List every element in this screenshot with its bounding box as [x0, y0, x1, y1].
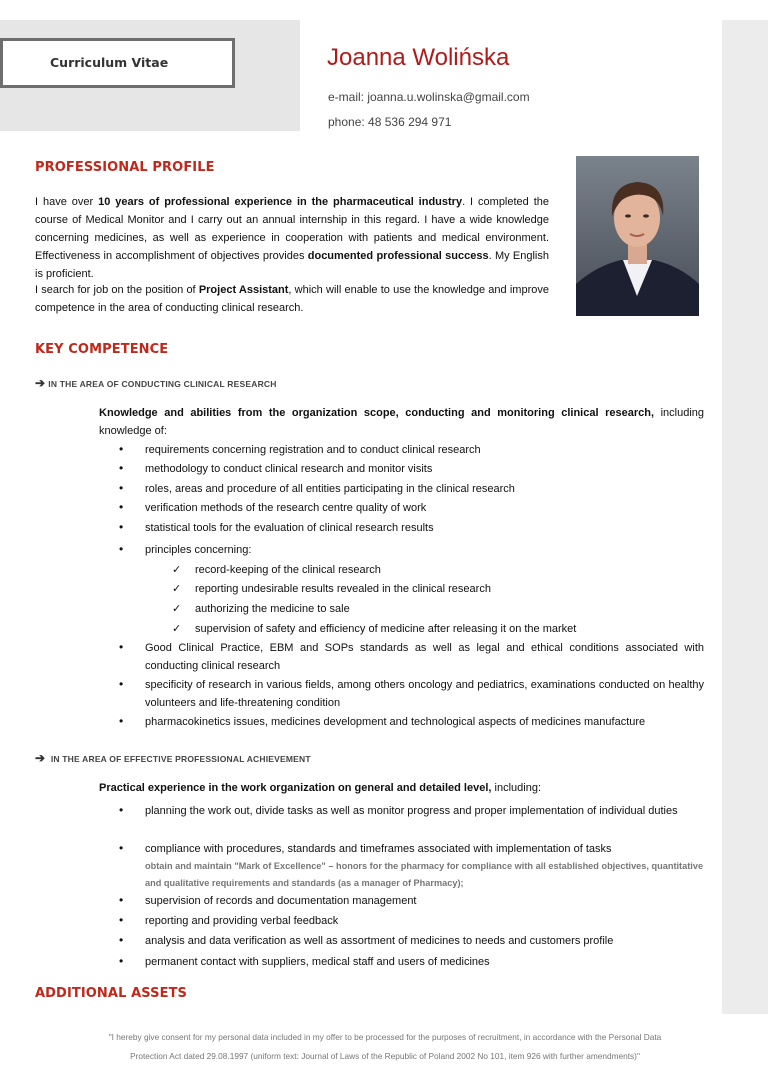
bullet-icon: • [119, 841, 124, 855]
list-item: • verification methods of the research centre quality of work [119, 500, 427, 514]
list-item: • supervision of records and documentation management [119, 893, 417, 907]
check-item: ✓ record-keeping of the clinical research [172, 561, 381, 579]
bold-text-run: documented professional success [307, 250, 489, 262]
list-item: • reporting and providing verbal feedback [119, 913, 339, 927]
bullet-icon: • [119, 461, 124, 475]
bullet-icon: • [119, 677, 124, 691]
cv-title-box [0, 38, 235, 88]
list-item: • statistical tools for the evaluation of clinical research results [119, 520, 434, 534]
list-item: • Good Clinical Practice, EBM and SOPs standards as well as legal and ethical conditions associated with conducting clinical research [119, 640, 704, 672]
bullet-icon: • [119, 442, 124, 456]
bullet-icon: • [119, 542, 124, 556]
area1-intro [99, 404, 704, 440]
subsection-clinical-research [35, 376, 277, 390]
bold-text-run: 10 years of professional experience in the pharmaceutical industry [98, 196, 463, 208]
bullet-icon: • [119, 893, 124, 907]
bullet-icon: • [119, 803, 124, 817]
text-run: , which will enable to use the knowledge and improve competence in the area of conducting clinical research. [35, 284, 549, 314]
subsection-title: IN THE AREA OF EFFECTIVE PROFESSIONAL ACHIEVEMENT [50, 754, 311, 764]
list-item: • specificity of research in various fields, among others oncology and pediatrics, examinations conducted on healthy volunteers and life-threatening condition [119, 677, 704, 709]
list-item: • analysis and data verification as well as assortment of medicines to needs and customers profile [119, 933, 614, 947]
list-item: • principles concerning: [119, 542, 252, 556]
bullet-icon: • [119, 520, 124, 534]
text-run: . My English is proficient. [35, 250, 549, 280]
candidate-name: Joanna Wolińska [327, 44, 510, 71]
subsection-professional-achievement [35, 751, 311, 765]
achievement-note: obtain and maintain "Mark of Excellence" – honors for the pharmacy for compliance with all established objectives, quantitative and qualitative requirements and standards (as a manager of Pharmacy); [145, 861, 704, 888]
right-margin-panel [722, 20, 768, 1014]
bold-text-run: Project Assistant [198, 284, 289, 296]
bullet-icon: • [119, 500, 124, 514]
area2-intro-bold: Practical experience in the work organization on general and detailed level, [99, 782, 492, 794]
consent-footer [60, 1028, 710, 1066]
list-item: • pharmacokinetics issues, medicines development and technological aspects of medicines manufacture [119, 714, 646, 728]
arrow-right-icon: ➔ [35, 376, 46, 390]
area1-intro-bold: Knowledge and abilities from the organization scope, conducting and monitoring clinical research, [99, 407, 655, 419]
list-item: • compliance with procedures, standards and timeframes associated with implementation of tasks obtain and maintain "Mark of Excellence" – honors for the pharmacy for compliance with all established objectives, quantitative and qualitative requirements and standards (as a manager of Pharmacy); [119, 840, 704, 892]
area2-intro [99, 779, 704, 797]
text-run: I have over [35, 196, 99, 208]
bullet-icon: • [119, 913, 124, 927]
list-item: • planning the work out, divide tasks as well as monitor progress and proper implementation of individual duties [119, 803, 678, 817]
bullet-icon: • [119, 481, 124, 495]
cv-title: Curriculum Vitae [50, 55, 169, 70]
checkmark-icon: ✓ [172, 564, 182, 576]
bullet-icon: • [119, 714, 124, 728]
list-item: • requirements concerning registration and to conduct clinical research [119, 442, 481, 456]
section-title-key-competence: KEY COMPETENCE [35, 342, 169, 357]
checkmark-icon: ✓ [172, 623, 182, 635]
footer-line-2: Protection Act dated 29.08.1997 (uniform text: Journal of Laws of the Republic of Poland 2002 No 101, item 926 with further amendments)" [130, 1051, 640, 1061]
arrow-right-icon: ➔ [35, 751, 46, 765]
check-item: ✓ reporting undesirable results revealed in the clinical research [172, 580, 491, 598]
footer-line-1: "I hereby give consent for my personal data included in my offer to be processed for the purposes of recruitment, in accordance with the Personal Data [108, 1032, 662, 1042]
check-item: ✓ authorizing the medicine to sale [172, 600, 350, 618]
area1-intro-rest: including knowledge of: [99, 407, 704, 437]
profile-paragraph-2 [35, 281, 549, 317]
profile-paragraph-1 [35, 193, 549, 283]
profile-photo [576, 156, 699, 316]
checkmark-icon: ✓ [172, 603, 182, 615]
list-item: • methodology to conduct clinical research and monitor visits [119, 461, 433, 475]
section-title-professional-profile: PROFESSIONAL PROFILE [35, 160, 215, 175]
phone-line: phone: 48 536 294 971 [328, 115, 452, 129]
section-title-additional-assets: ADDITIONAL ASSETS [35, 986, 187, 1001]
email-line: e-mail: joanna.u.wolinska@gmail.com [328, 90, 530, 104]
subsection-title: IN THE AREA OF CONDUCTING CLINICAL RESEARCH [48, 379, 277, 389]
bullet-icon: • [119, 933, 124, 947]
list-item: • roles, areas and procedure of all entities participating in the clinical research [119, 481, 515, 495]
portrait-image [576, 156, 699, 316]
checkmark-icon: ✓ [172, 583, 182, 595]
bullet-icon: • [119, 954, 124, 968]
text-run: . I completed the course of Medical Monitor and I carry out an annual internship in this regard. I have a wide knowledge concerning medicines, as well as experience in cooperation with patients and medical environment. Effectiveness in accomplishment of objectives provides [35, 196, 549, 262]
list-item: • permanent contact with suppliers, medical staff and users of medicines [119, 954, 490, 968]
bullet-icon: • [119, 640, 124, 654]
area2-intro-rest: including: [491, 782, 542, 794]
text-run: I search for job on the position of [35, 284, 199, 296]
check-item: ✓ supervision of safety and efficiency of medicine after releasing it on the market [172, 620, 576, 638]
